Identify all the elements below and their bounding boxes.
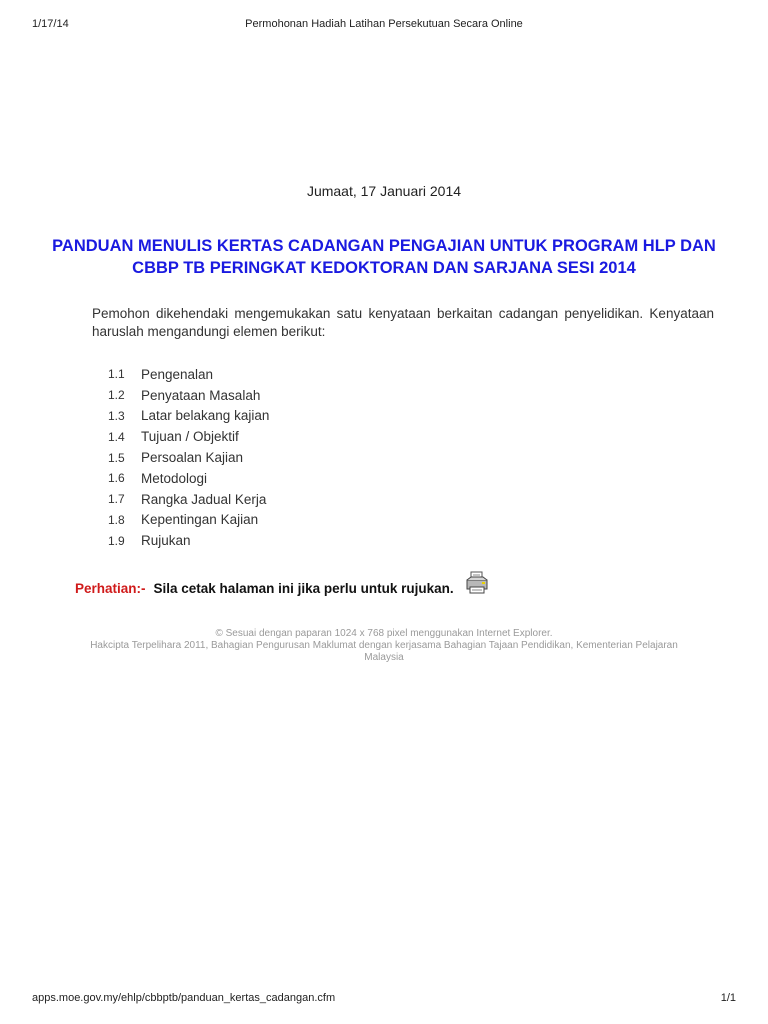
print-notice <box>75 574 490 600</box>
item-number: 1.9 <box>108 533 125 548</box>
item-label: Pengenalan <box>141 366 214 382</box>
list-item <box>108 364 269 385</box>
list-item <box>108 426 269 447</box>
item-label: Kepentingan Kajian <box>141 512 259 528</box>
item-number: 1.5 <box>108 450 125 465</box>
copyright-footer <box>50 628 718 664</box>
list-item <box>108 530 269 551</box>
notice-label: Perhatian:- <box>75 581 146 596</box>
item-label: Tujuan / Objektif <box>141 429 239 445</box>
intro-paragraph: Pemohon dikehendaki mengemukakan satu kenyataan berkaitan cadangan penyelidikan. Kenyataan haruslah mengandungi elemen berikut: <box>92 306 714 339</box>
notice-text: Sila cetak halaman ini jika perlu untuk rujukan. <box>153 581 454 596</box>
footer-line-2: Hakcipta Terpelihara 2011, Bahagian Pengurusan Maklumat dengan kerjasama Bahagian Tajaan Pendidikan, Kementerian Pelajaran <box>90 640 678 651</box>
list-item <box>108 510 269 531</box>
print-header-title: Permohonan Hadiah Latihan Persekutuan Secara Online <box>245 18 523 30</box>
list-item <box>108 406 269 427</box>
printer-icon[interactable] <box>464 570 490 596</box>
item-label: Persoalan Kajian <box>141 450 244 466</box>
page-title <box>40 235 728 279</box>
print-footer-page-number: 1/1 <box>720 992 736 1004</box>
page-title-line-2: CBBP TB PERINGKAT KEDOKTORAN DAN SARJANA SESI 2014 <box>132 259 636 277</box>
page-title-line-1: PANDUAN MENULIS KERTAS CADANGAN PENGAJIAN UNTUK PROGRAM HLP DAN <box>52 237 716 255</box>
item-label: Rujukan <box>141 533 191 549</box>
print-header-date: 1/17/14 <box>32 18 69 30</box>
item-number: 1.7 <box>108 492 125 507</box>
item-number: 1.4 <box>108 429 125 444</box>
list-item <box>108 385 269 406</box>
footer-line-1: © Sesuai dengan paparan 1024 x 768 pixel menggunakan Internet Explorer. <box>215 628 553 639</box>
item-number: 1.3 <box>108 408 125 423</box>
item-label: Penyataan Masalah <box>141 387 261 403</box>
list-item <box>108 447 269 468</box>
current-date: Jumaat, 17 Januari 2014 <box>306 183 462 199</box>
item-number: 1.2 <box>108 388 125 403</box>
list-item <box>108 468 269 489</box>
item-label: Rangka Jadual Kerja <box>141 491 267 507</box>
list-item <box>108 489 269 510</box>
print-footer-url: apps.moe.gov.my/ehlp/cbbptb/panduan_kertas_cadangan.cfm <box>32 992 336 1004</box>
item-label: Metodologi <box>141 470 208 486</box>
footer-line-3: Malaysia <box>364 652 404 663</box>
item-number: 1.8 <box>108 512 125 527</box>
item-label: Latar belakang kajian <box>141 408 270 424</box>
element-list <box>108 364 269 551</box>
item-number: 1.6 <box>108 471 125 486</box>
item-number: 1.1 <box>108 367 125 382</box>
